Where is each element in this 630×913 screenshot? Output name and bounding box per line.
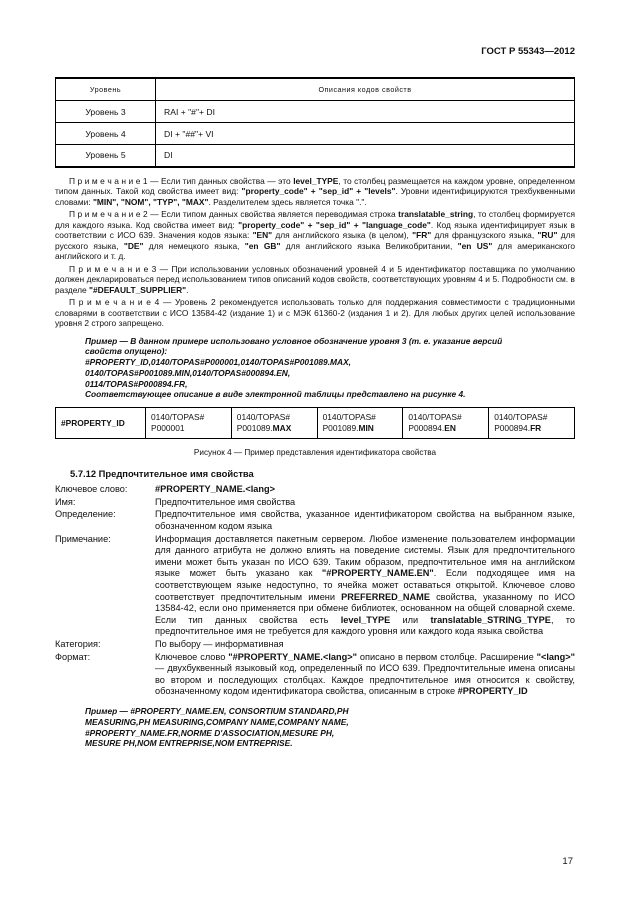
table-header-level: Уровень (56, 78, 156, 101)
cell-line-2: P001089.MAX (236, 423, 292, 434)
example-line: свойств опущено): (85, 346, 168, 357)
example-line: MESURE PH,NOM ENTREPRISE,NOM ENTREPRISE. (85, 738, 293, 749)
definition-list (55, 484, 575, 699)
doc-number: ГОСТ Р 55343—2012 (481, 46, 575, 57)
table-row (56, 101, 575, 123)
table-header-desc: Описания кодов свойств (156, 78, 575, 101)
example-line: MEASURING,PH MEASURING,COMPANY NAME,COMPANY NAME, (85, 716, 349, 727)
level-cell: Уровень 5 (56, 145, 156, 167)
def-label-category: Категория: (55, 639, 101, 649)
def-label-format: Формат: (55, 651, 91, 662)
cell-line-1: 0140/TOPAS# (151, 412, 205, 423)
def-value-category: По выбору — информативная (155, 639, 284, 649)
table-cell (146, 408, 232, 439)
section-heading: 5.7.12 Предпочтительное имя свойства (70, 468, 254, 480)
table-cell (231, 408, 317, 439)
page-number: 17 (562, 856, 573, 867)
table-header-row (56, 78, 575, 101)
property-id-cell: #PROPERTY_ID (56, 408, 146, 439)
cell-line-1: 0140/TOPAS# (322, 412, 376, 423)
figure-caption: Рисунок 4 — Пример представления идентификатора свойства (193, 448, 437, 458)
note-2: П р и м е ч а н и е 2 — Если типом данных свойства является переводимая строка translatable_string, то столбец формируется для каждого языка. Код свойства имеет вид: "property_code" + "sep_id" + "language_code". Код языка идентифицирует язык в соответствии с ИСО 639. Значения кодов языка: "EN" для английского языка (в целом), "FR" для французского языка, "RU" для русского языка, "DE" для немецкого языка, "en GB" для английского языка Великобритании, "en US" для американского английского и т. д. (55, 209, 575, 261)
def-value-definition: Предпочтительное имя свойства, указанное идентификатором свойства на выбранном языке, обозначенном кодом языка (155, 509, 575, 532)
def-label-name: Имя: (55, 496, 76, 507)
desc-cell: DI (156, 145, 575, 167)
note-4: П р и м е ч а н и е 4 — Уровень 2 рекомендуется использовать только для поддержания совместимости с традиционными словарями в соответствии с ИСО 13584-42 (издание 1) и с МЭК 61360-2 (издания 1 и 2). Для любых других целей использование уровня 2 строго запрещено. (55, 297, 575, 328)
cell-line-2: P001089.MIN (322, 423, 374, 434)
def-label-note: Примечание: (55, 533, 111, 544)
level-cell: Уровень 3 (56, 101, 156, 123)
table-cell (317, 408, 403, 439)
note-3: П р и м е ч а н и е 3 — При использовании условных обозначений уровней 4 и 5 идентификатор поставщика по умолчанию должен декларироваться перед использованием типов описаний кодов свойств, соответствующих уровням 4 и 5. Подробности см. в разделе "#DEFAULT_SUPPLIER". (55, 263, 575, 295)
desc-cell: DI + "##"+ VI (156, 123, 575, 145)
def-value-note: Информация доставляется пакетным сервером. Любое изменение пользователем информации для данного атрибута не должно влиять на поведение системы. Язык для предпочтительного имени может быть указан по ИСО 639. Таким образом, предпочтительное имя на английском языке может быть указано как "#PROPERTY_NAME.EN". Если подходящее имя на соответствующем языке недоступно, то ячейка может оставаться открытой. Ключевое слово соответствует предпочтительным имени PREFERRED_NAME свойства, указанному по ИСО 13584-42, если оно применяется при обмене библиотек, основанном на общей словарной схеме. Если тип данных свойства есть level_TYPE или translatable_STRING_TYPE, то предпочтительное имя не требуется для каждого уровня или каждого кода языка свойства (155, 533, 575, 637)
example-line: 0140/TOPAS#P001089.MIN,0140/TOPAS#000894.EN, (85, 367, 291, 378)
example-line: Соответствующее описание в виде электронной таблицы представлено на рисунке 4. (85, 389, 466, 400)
def-value-name: Предпочтительное имя свойства (155, 496, 296, 507)
example-block-1 (85, 336, 575, 401)
table-row (56, 408, 575, 439)
table-cell (403, 408, 489, 439)
cell-line-2: P000894.FR (494, 423, 542, 434)
def-label-keyword: Ключевое слово: (55, 484, 128, 495)
cell-line-2: P000001 (151, 423, 185, 434)
property-id-table (55, 407, 575, 439)
cell-line-1: 0140/TOPAS# (494, 412, 548, 423)
table-row (56, 123, 575, 145)
example-line: 0114/TOPAS#P000894.FR, (85, 378, 188, 389)
note-1: П р и м е ч а н и е 1 — Если тип данных свойства — это level_TYPE, то столбец размещается на каждом уровне, определенном типом данных. Такой код свойства имеет вид: "property_code" + "sep_id" + "levels". Уровни идентифицируются трехбуквенными словами: "MIN", "NOM", "TYP", "MAX". Разделителем здесь является точка ".". (55, 175, 575, 207)
example-line: #PROPERTY_ID,0140/TOPAS#P000001,0140/TOPAS#P001089.MAX, (85, 357, 351, 368)
def-value-keyword: #PROPERTY_NAME.<lang> (155, 484, 275, 495)
table-cell (489, 408, 575, 439)
def-value-format: Ключевое слово "#PROPERTY_NAME.<lang>" описано в первом столбце. Расширение "<lang>" — двухбуквенный языковый код, определенный по ИСО 639. Предпочтительные имена описаны во втором и последующих столбцах. Каждое предпочтительное имя относится к свойству, обозначенному кодом идентификатора свойства, описанным в строке #PROPERTY_ID (155, 651, 575, 697)
example-line: Пример — #PROPERTY_NAME.EN, CONSORTIUM STANDARD,PH (85, 705, 349, 716)
def-label-definition: Определение: (55, 509, 116, 520)
example-line: Пример — В данном примере использовано условное обозначение уровня 3 (т. е. указание версий (85, 335, 503, 346)
desc-cell: RAI + "#"+ DI (156, 101, 575, 123)
example-block-2 (85, 706, 575, 749)
level-codes-table (55, 77, 575, 168)
cell-line-2: P000894.EN (408, 423, 456, 434)
notes-section (55, 176, 575, 329)
table-row (56, 145, 575, 167)
cell-line-1: 0140/TOPAS# (408, 412, 462, 423)
level-cell: Уровень 4 (56, 123, 156, 145)
example-line: #PROPERTY_NAME.FR,NORME D'ASSOCIATION,MESURE PH, (85, 727, 335, 738)
cell-line-1: 0140/TOPAS# (236, 412, 291, 423)
